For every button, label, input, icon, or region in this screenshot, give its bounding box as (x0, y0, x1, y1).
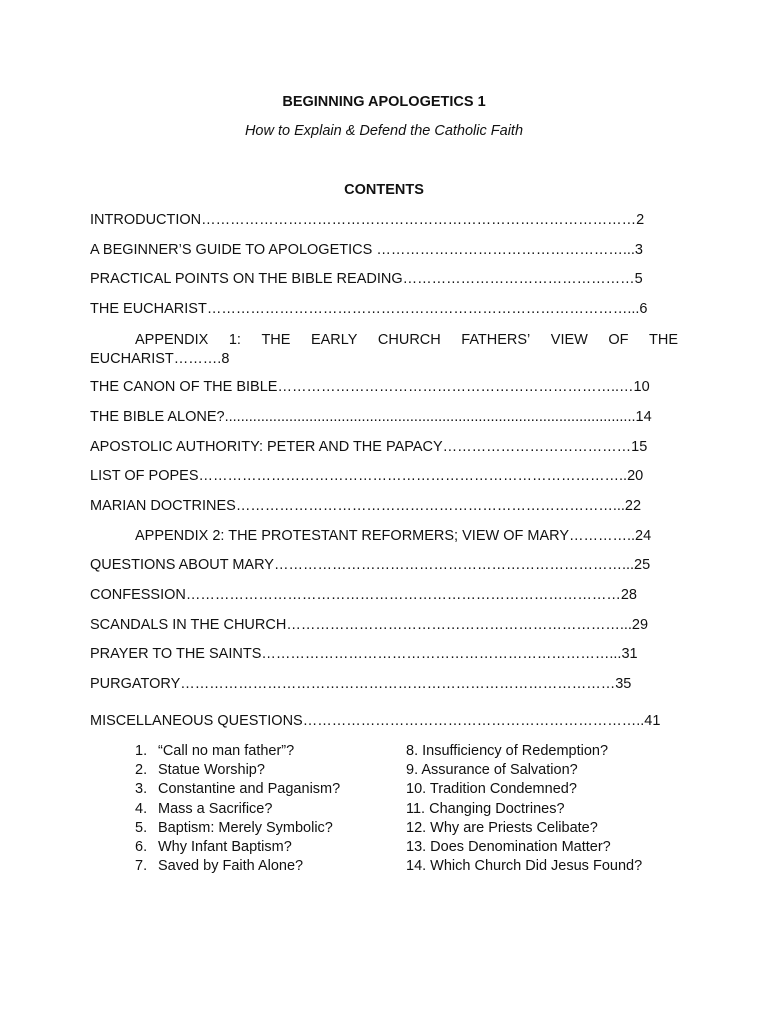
toc-entry-confession: CONFESSION………………………………………………………………………………28 (90, 587, 637, 603)
appendix-1-second-line: EUCHARIST……….8 (90, 351, 230, 367)
list-item: 5. Baptism: Merely Symbolic? (135, 819, 333, 836)
list-item: 10. Tradition Condemned? (406, 781, 577, 798)
appendix-1-word: THE (649, 332, 678, 348)
toc-entry-prayer-saints: PRAYER TO THE SAINTS………………………………………………………………...31 (90, 646, 638, 662)
list-item: 1. “Call no man father”? (135, 743, 295, 759)
toc-entry-misc-questions: MISCELLANEOUS QUESTIONS……………………………………………………………..41 (90, 713, 661, 729)
toc-entry-marian-doctrines: MARIAN DOCTRINES……………………………………………………………………...22 (90, 498, 642, 514)
toc-entry-appendix-2: APPENDIX 2: THE PROTESTANT REFORMERS; VIEW OF MARY…………..24 (135, 528, 652, 544)
appendix-1-word: EARLY (310, 332, 358, 348)
toc-entry-practical-points: PRACTICAL POINTS ON THE BIBLE READING…………………………………………5 (90, 271, 643, 287)
list-item: 8. Insufficiency of Redemption? (406, 743, 609, 759)
contents-heading: CONTENTS (344, 182, 424, 198)
toc-entry-appendix-1 (90, 331, 678, 369)
appendix-1-first-line (90, 331, 678, 350)
toc-entry-eucharist: THE EUCHARIST……………………………………………………………………………...6 (90, 301, 648, 317)
list-item: 14. Which Church Did Jesus Found? (406, 858, 643, 875)
toc-entry-list-of-popes: LIST OF POPES……………………………………………………………………………..20 (90, 468, 644, 484)
toc-entry-beginners-guide: A BEGINNER’S GUIDE TO APOLOGETICS ……………………………………………...3 (90, 242, 643, 258)
list-item: 9. Assurance of Salvation? (406, 762, 578, 779)
list-item: 2. Statue Worship? (135, 762, 265, 779)
toc-entry-questions-mary: QUESTIONS ABOUT MARY………………………………………………………………...25 (90, 557, 651, 573)
toc-entry-bible-alone: THE BIBLE ALONE?......................................................................................................14 (90, 409, 652, 425)
appendix-1-word: THE (261, 332, 291, 348)
toc-entry-scandals: SCANDALS IN THE CHURCH……………………………………………………………...29 (90, 617, 649, 633)
toc-entry-purgatory: PURGATORY………………………………………………………………………………35 (90, 676, 632, 692)
list-item: 4. Mass a Sacrifice? (135, 800, 273, 817)
toc-entry-canon: THE CANON OF THE BIBLE……………………………………………………………..…10 (90, 379, 650, 395)
toc-entry-apostolic-authority: APOSTOLIC AUTHORITY: PETER AND THE PAPACY…………………………………15 (90, 439, 648, 455)
list-item: 13. Does Denomination Matter? (406, 839, 611, 856)
appendix-1-word: VIEW (550, 332, 588, 348)
misc-questions-left-list (135, 742, 395, 876)
document-title: BEGINNING APOLOGETICS 1 (282, 94, 486, 110)
appendix-1-word: FATHERS’ (461, 332, 531, 348)
toc-entry-introduction: INTRODUCTION………………………………………………………………………………2 (90, 212, 645, 228)
misc-questions-right-list (406, 742, 706, 876)
list-item: 3. Constantine and Paganism? (135, 781, 341, 798)
list-item: 12. Why are Priests Celibate? (406, 819, 598, 836)
appendix-1-word: OF (608, 332, 629, 348)
list-item: 7. Saved by Faith Alone? (135, 858, 304, 875)
appendix-1-word: 1: (228, 332, 241, 348)
appendix-1-word: CHURCH (377, 332, 441, 348)
document-subtitle: How to Explain & Defend the Catholic Faith (244, 123, 524, 139)
list-item: 11. Changing Doctrines? (406, 800, 565, 817)
list-item: 6. Why Infant Baptism? (135, 839, 292, 856)
appendix-1-word: APPENDIX (135, 332, 209, 348)
